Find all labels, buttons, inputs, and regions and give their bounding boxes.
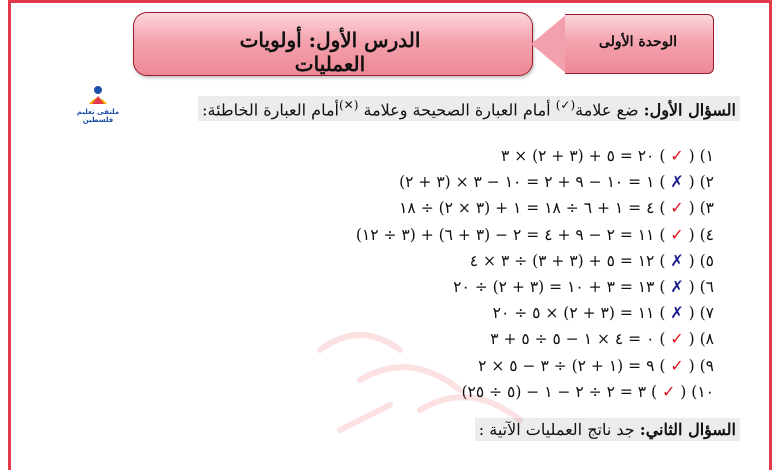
item-number: ٤) [699, 225, 714, 244]
check-mark-icon: ✓ [670, 198, 684, 218]
statement-item: ٨) ( ✓ ) ٠ = ٤ × ١ − ٥ ÷ ٥ + ٣ [490, 329, 714, 349]
cross-mark-icon: ✗ [670, 250, 684, 270]
item-number: ٩) [699, 356, 714, 375]
question-1-text-part2: أمام العبارة الصحيحة وعلامة [363, 100, 551, 120]
item-expression: ٢٠ = ٥ + (٣ + ٢) × ٣ [500, 147, 655, 165]
check-mark-icon: ✓ [670, 355, 684, 375]
check-mark-icon: ✓ [670, 224, 684, 244]
cross-symbol: (✕) [338, 98, 359, 112]
item-expression: ٠ = ٤ × ١ − ٥ ÷ ٥ + ٣ [490, 330, 655, 349]
question-1-text-part1: ضع علامة [575, 100, 639, 120]
question-1-label: السؤال الأول: [643, 100, 736, 120]
statement-item: ١٠) ( ✓ ) ٣ = ٢ ÷ ٢ − ١ − (٥ ÷ ٢٥) [461, 381, 714, 401]
item-number: ٢) [699, 173, 714, 192]
item-expression: ١٢ = ٥ + (٣ + ٣) ÷ ٣ × ٤ [469, 251, 655, 270]
item-number: ٧) [699, 304, 714, 323]
unit-title: الوحدة الأولى [598, 34, 678, 50]
item-expression: ٤ = ١ + ٦ ÷ ١٨ = ١ + (٣ × ٢) ÷ ١٨ [399, 199, 655, 218]
item-expression: ٩ = (١ + ٢) ÷ ٣ − ٥ × ٢ [478, 356, 655, 375]
item-expression: ٣ = ٢ ÷ ٢ − ١ − (٥ ÷ ٢٥) [461, 382, 647, 401]
item-number: ٣) [699, 199, 714, 218]
statement-item: ٤) ( ✓ ) ١١ = ٢ − ٩ + ٤ = ٢ − (٣ + ٦) + (٣ ÷ ١٢) [355, 224, 714, 244]
check-mark-icon: ✓ [670, 329, 684, 349]
item-expression: ١ = ١٠ − ٩ + ٢ = ١٠ − ٣ × (٣ + ٢) [399, 173, 655, 192]
item-number: ٥) [699, 251, 714, 270]
question-1-items [194, 143, 714, 405]
statement-item: ٢) ( ✗ ) ١ = ١٠ − ٩ + ٢ = ١٠ − ٣ × (٣ + ٢) [399, 172, 714, 192]
question-1-header [198, 96, 740, 121]
logo [62, 84, 134, 126]
question-2-header [475, 418, 740, 441]
check-mark-icon: ✓ [661, 381, 676, 401]
statement-item: ٩) ( ✓ ) ٩ = (١ + ٢) ÷ ٣ − ٥ × ٢ [478, 355, 714, 375]
logo-caption: ملتقى تعليم فلسطين [76, 108, 120, 124]
item-number: ١) [699, 147, 714, 165]
page-border-right [769, 0, 772, 470]
cross-mark-icon: ✗ [670, 172, 684, 192]
page-border-left [8, 0, 11, 470]
question-2-text: جد ناتج العمليات الآتية : [478, 420, 635, 439]
item-expression: ١١ = (٣ + ٢) × ٥ ÷ ٢٠ [492, 304, 655, 323]
statement-item: ٦) ( ✗ ) ١٣ = ٣ + ١٠ = (٣ + ٢) ÷ ٢٠ [453, 276, 714, 296]
cross-mark-icon: ✗ [670, 303, 684, 323]
statement-item: ٥) ( ✗ ) ١٢ = ٥ + (٣ + ٣) ÷ ٣ × ٤ [469, 250, 714, 270]
question-2-label: السؤال الثاني: [639, 420, 736, 439]
statement-item: ٧) ( ✗ ) ١١ = (٣ + ٢) × ٥ ÷ ٢٠ [492, 303, 714, 323]
item-number: ١٠) [691, 382, 714, 401]
item-expression: ١٣ = ٣ + ١٠ = (٣ + ٢) ÷ ٢٠ [453, 277, 655, 296]
statement-item: ٣) ( ✓ ) ٤ = ١ + ٦ ÷ ١٨ = ١ + (٣ × ٢) ÷ ١٨ [399, 198, 714, 218]
item-number: ٦) [699, 277, 714, 296]
unit-banner-arrow [531, 14, 567, 74]
item-number: ٨) [699, 330, 714, 349]
question-1-text-part3: أمام العبارة الخاطئة: [202, 100, 339, 120]
lesson-title: الدرس الأول: أولويات العمليات [239, 28, 421, 76]
cross-mark-icon: ✗ [670, 276, 684, 296]
logo-figure-icon [86, 84, 110, 106]
statement-item: ١) ( ✓ ) ٢٠ = ٥ + (٣ + ٢) × ٣ [500, 146, 714, 165]
page-border-top [8, 0, 772, 3]
item-expression: ١١ = ٢ − ٩ + ٤ = ٢ − (٣ + ٦) + (٣ ÷ ١٢) [355, 225, 655, 244]
check-mark-icon: ✓ [670, 146, 684, 165]
check-symbol: (✓) [555, 98, 576, 112]
